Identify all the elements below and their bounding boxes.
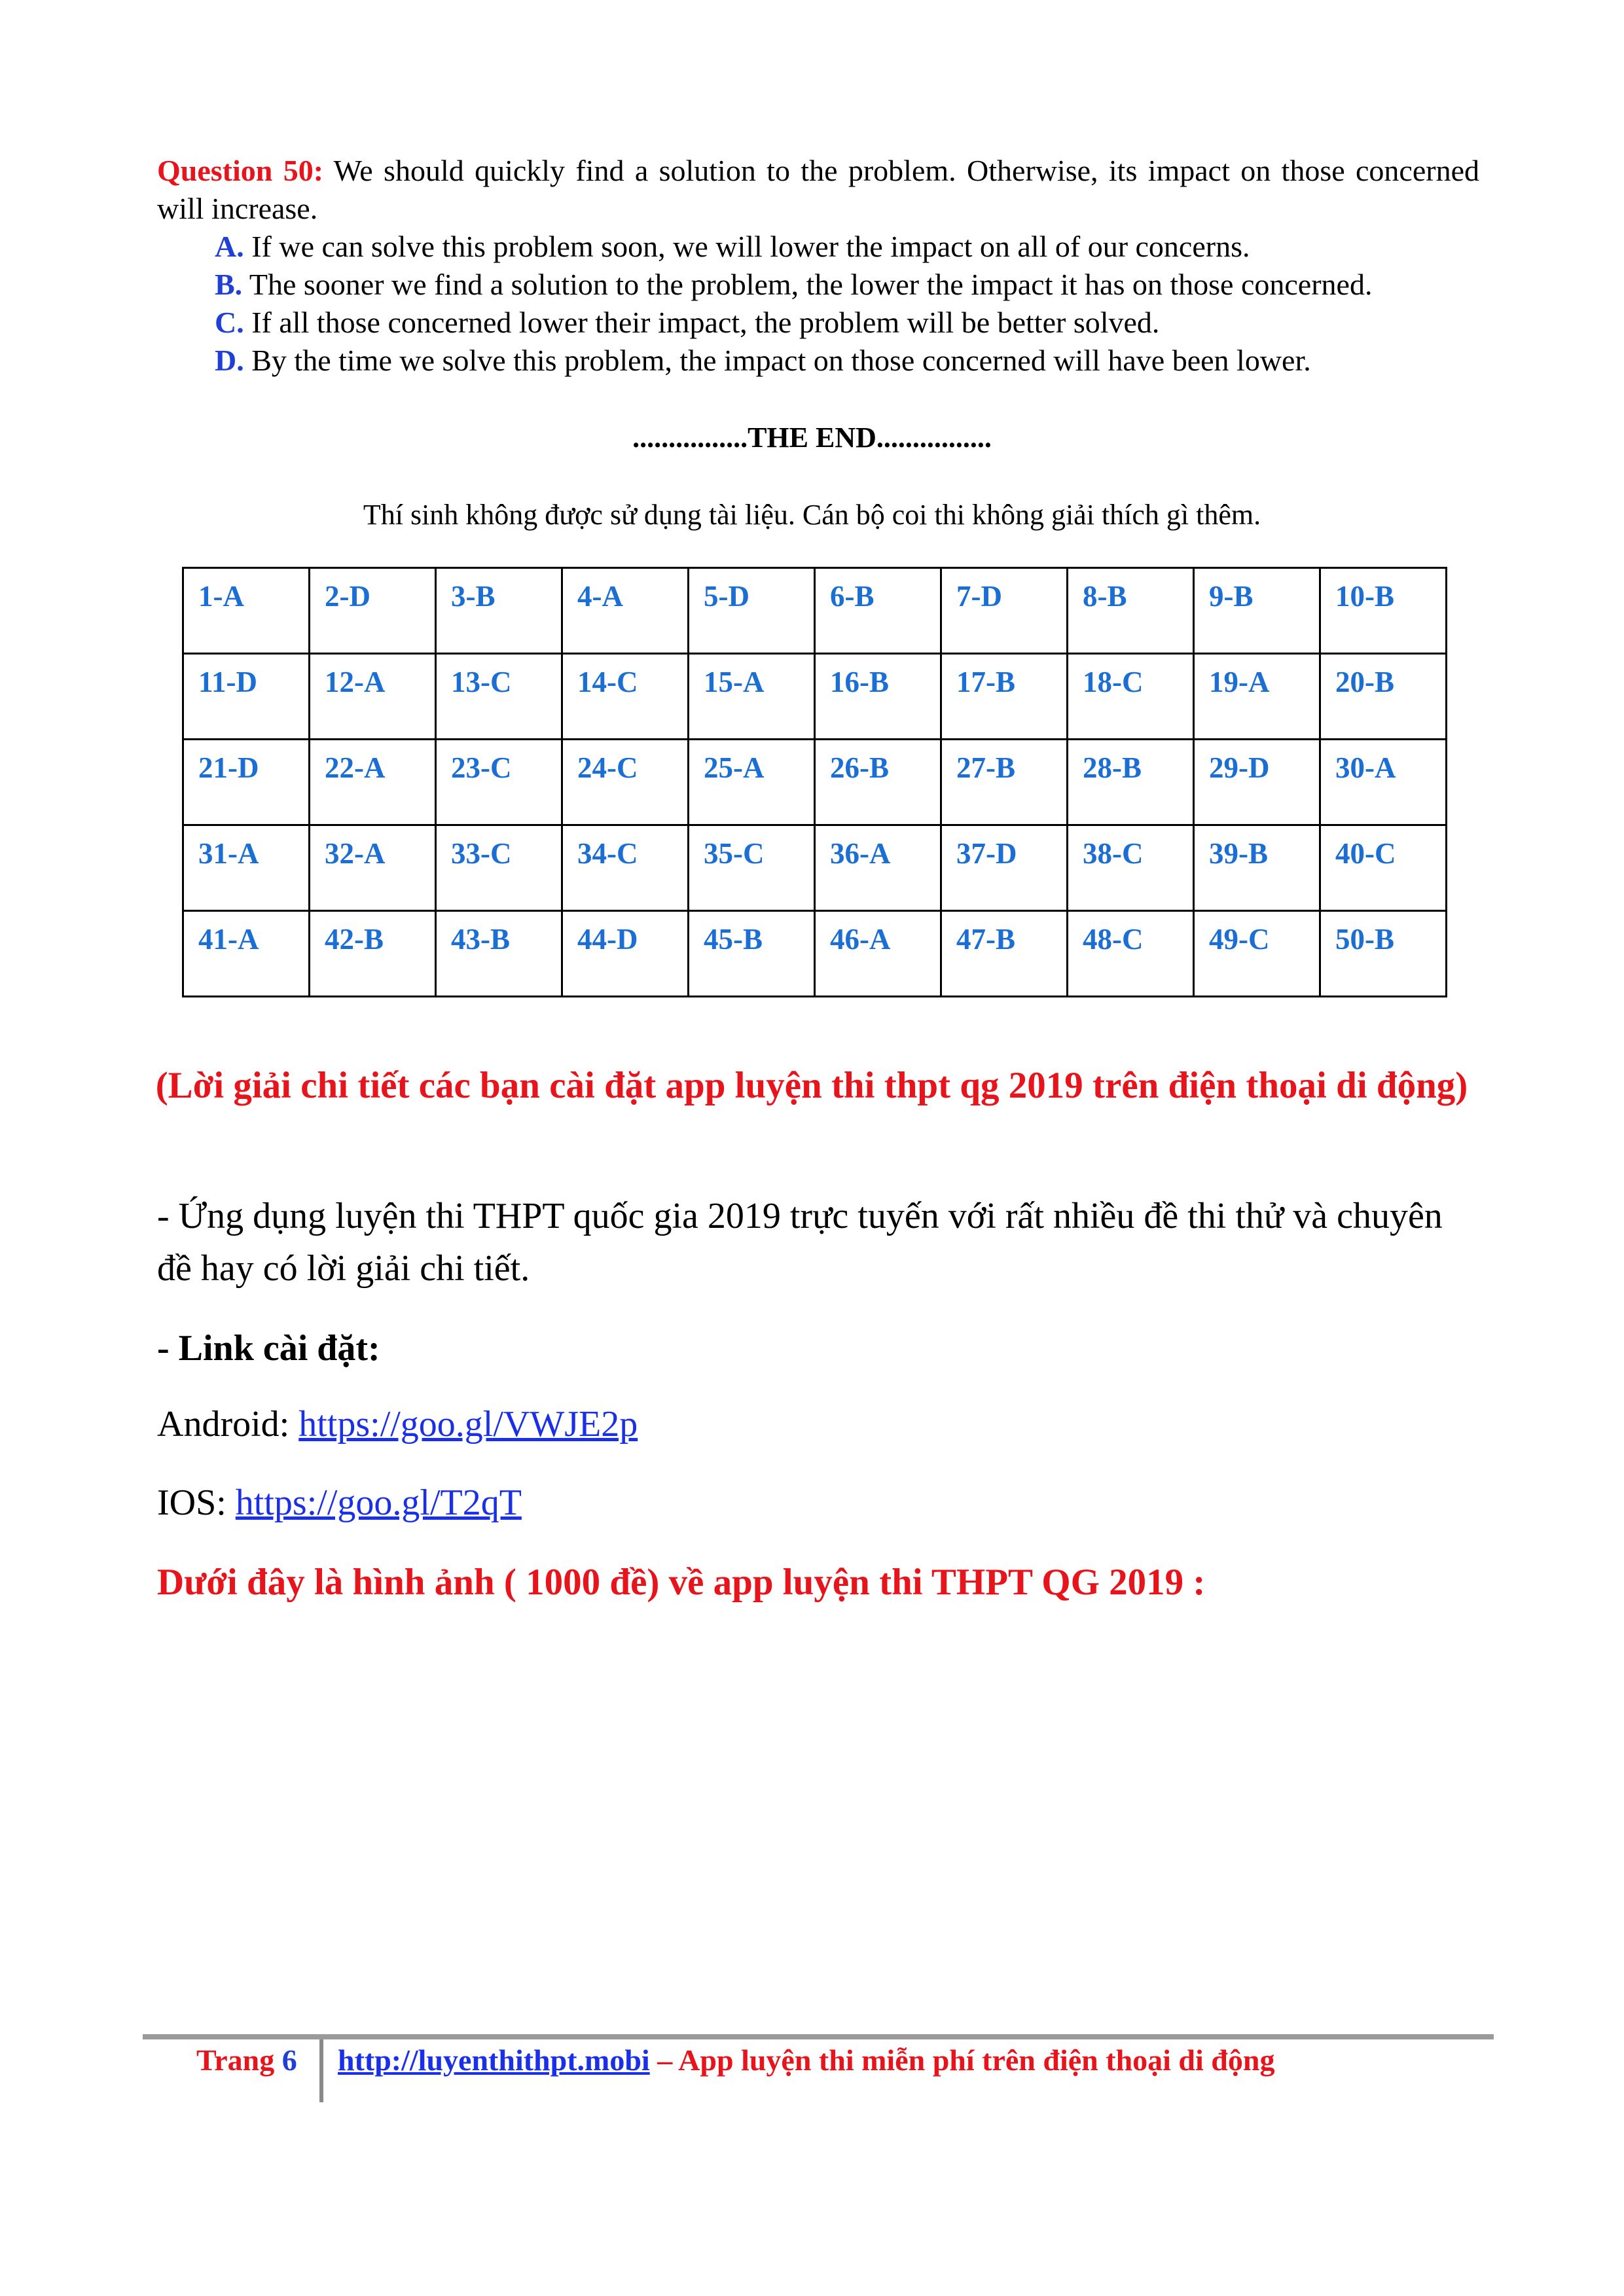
answer-cell: 40-C [1320, 825, 1447, 911]
answer-cell: 6-B [815, 568, 941, 654]
answer-cell: 33-C [436, 825, 562, 911]
question-label: Question 50: [157, 154, 324, 187]
answer-row [183, 654, 1447, 740]
answer-cell: 31-A [183, 825, 310, 911]
option-b-letter: B. [215, 268, 243, 301]
option-a-letter: A. [215, 230, 244, 263]
option-d-letter: D. [215, 344, 244, 377]
question-50 [157, 152, 1479, 228]
option-c [215, 304, 1479, 342]
answer-cell: 50-B [1320, 911, 1447, 997]
answer-cell: 19-A [1194, 654, 1320, 740]
answer-cell: 20-B [1320, 654, 1447, 740]
option-b-text: The sooner we find a solution to the problem, the lower the impact it has on those concerned. [242, 268, 1373, 301]
answer-cell: 25-A [689, 740, 815, 825]
install-link-heading: - Link cài đặt: [157, 1328, 380, 1369]
answer-cell: 12-A [310, 654, 436, 740]
answer-cell: 26-B [815, 740, 941, 825]
answer-cell: 2-D [310, 568, 436, 654]
option-d [215, 342, 1479, 380]
footer-page [196, 2039, 297, 2081]
answer-cell: 4-A [562, 568, 689, 654]
answer-row [183, 568, 1447, 654]
answer-cell: 32-A [310, 825, 436, 911]
answer-cell: 13-C [436, 654, 562, 740]
app-description: - Ứng dụng luyện thi THPT quốc gia 2019 trực tuyến với rất nhiều đề thi thử và chuyên đề hay có lời giải chi tiết. [157, 1196, 1443, 1289]
answer-row [183, 825, 1447, 911]
footer-tagline: – App luyện thi miễn phí trên điện thoại di động [649, 2043, 1275, 2077]
answer-options [215, 228, 1479, 380]
answer-cell: 44-D [562, 911, 689, 997]
answer-cell: 1-A [183, 568, 310, 654]
answer-cell: 43-B [436, 911, 562, 997]
promo-heading: (Lời giải chi tiết các bạn cài đặt app luyện thi thpt qg 2019 trên điện thoại di động) [155, 1065, 1468, 1106]
answer-cell: 48-C [1068, 911, 1194, 997]
answer-cell: 23-C [436, 740, 562, 825]
answer-cell: 37-D [941, 825, 1068, 911]
option-d-text: By the time we solve this problem, the impact on those concerned will have been lower. [244, 344, 1311, 377]
answer-row [183, 911, 1447, 997]
images-intro: Dưới đây là hình ảnh ( 1000 đề) về app luyện thi THPT QG 2019 : [157, 1562, 1206, 1603]
answer-cell: 41-A [183, 911, 310, 997]
answer-cell: 42-B [310, 911, 436, 997]
answer-cell: 47-B [941, 911, 1068, 997]
android-link[interactable]: https://goo.gl/VWJE2p [298, 1404, 638, 1444]
answer-cell: 22-A [310, 740, 436, 825]
footer-page-label: Trang [196, 2043, 282, 2077]
ios-label: IOS: [157, 1482, 236, 1523]
exam-note: Thí sinh không được sử dụng tài liệu. Cán bộ coi thi không giải thích gì thêm. [363, 499, 1261, 531]
answer-cell: 3-B [436, 568, 562, 654]
ios-link[interactable]: https://goo.gl/T2qT [235, 1482, 522, 1523]
question-text: We should quickly find a solution to the problem. Otherwise, its impact on those concerned will increase. [157, 154, 1479, 225]
answer-key-table [182, 567, 1447, 997]
answer-cell: 46-A [815, 911, 941, 997]
answer-cell: 38-C [1068, 825, 1194, 911]
answer-cell: 5-D [689, 568, 815, 654]
answer-key-body [183, 568, 1447, 997]
answer-cell: 30-A [1320, 740, 1447, 825]
answer-cell: 14-C [562, 654, 689, 740]
answer-cell: 24-C [562, 740, 689, 825]
answer-cell: 49-C [1194, 911, 1320, 997]
answer-cell: 45-B [689, 911, 815, 997]
answer-cell: 11-D [183, 654, 310, 740]
answer-cell: 16-B [815, 654, 941, 740]
android-label: Android: [157, 1404, 299, 1444]
footer-separator [319, 2039, 323, 2102]
answer-cell: 28-B [1068, 740, 1194, 825]
answer-cell: 10-B [1320, 568, 1447, 654]
footer-divider [143, 2034, 1494, 2039]
answer-cell: 34-C [562, 825, 689, 911]
the-end-marker: ................THE END................ [632, 422, 992, 454]
ios-line [157, 1477, 522, 1529]
answer-cell: 8-B [1068, 568, 1194, 654]
answer-cell: 21-D [183, 740, 310, 825]
answer-cell: 39-B [1194, 825, 1320, 911]
option-c-letter: C. [215, 306, 244, 339]
answer-cell: 7-D [941, 568, 1068, 654]
footer-text [338, 2039, 1274, 2081]
answer-cell: 17-B [941, 654, 1068, 740]
footer-page-number: 6 [281, 2043, 297, 2077]
answer-cell: 18-C [1068, 654, 1194, 740]
answer-cell: 35-C [689, 825, 815, 911]
option-a [215, 228, 1479, 266]
android-line [157, 1398, 638, 1450]
answer-cell: 29-D [1194, 740, 1320, 825]
option-c-text: If all those concerned lower their impact, the problem will be better solved. [244, 306, 1160, 339]
answer-cell: 9-B [1194, 568, 1320, 654]
option-b [215, 266, 1479, 304]
answer-row [183, 740, 1447, 825]
answer-cell: 27-B [941, 740, 1068, 825]
option-a-text: If we can solve this problem soon, we will lower the impact on all of our concerns. [244, 230, 1250, 263]
answer-cell: 36-A [815, 825, 941, 911]
answer-cell: 15-A [689, 654, 815, 740]
footer-site-link[interactable]: http://luyenthithpt.mobi [338, 2043, 650, 2077]
